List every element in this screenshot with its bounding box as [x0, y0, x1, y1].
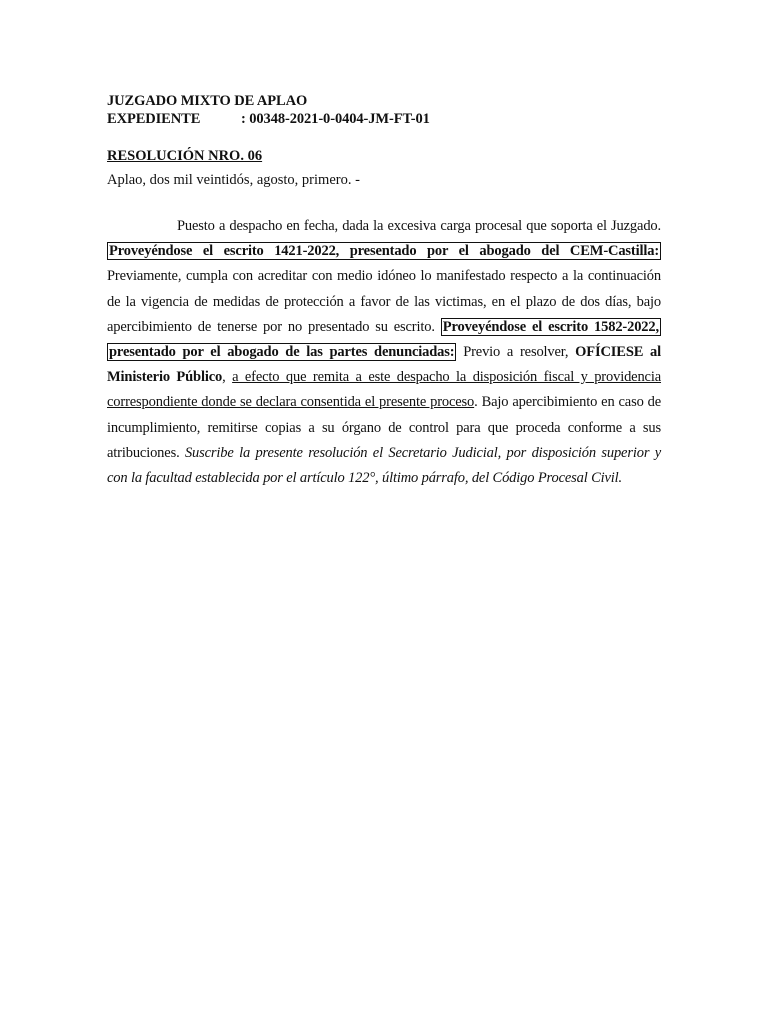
boxed-heading-escrito-1421: Proveyéndose el escrito 1421-2022, presentado por el abogado del CEM-Castilla: [109, 243, 659, 260]
body-text-segment: . Bajo apercibimiento en caso de incumplimiento, remitirse copias a su órgano de control para que proceda conforme a sus atribuciones. [107, 394, 662, 461]
court-name: JUZGADO MIXTO DE APLAO [107, 93, 308, 109]
italic-signature-note: Suscribe la presente resolución el Secretario Judicial, por disposición superior y con la facultad establecida por el artículo 122°, último párrafo, del Código Procesal Civil. [107, 444, 661, 487]
body-text-segment: Previamente, cumpla con acreditar con medio idóneo lo manifestado respecto a la continuación de la vigencia de medidas de protección a favor de las victimas, en el plazo de dos días, bajo apercibimiento de tenerse por no presentado su escrito. [107, 268, 661, 335]
oficiese-instruction: OFÍCIESE al Ministerio Público [107, 344, 662, 386]
resolution-title: RESOLUCIÓN NRO. 06 [107, 148, 263, 164]
expediente-label: EXPEDIENTE [107, 111, 201, 127]
document-page [107, 92, 661, 491]
resolution-body [107, 214, 661, 491]
boxed-heading-escrito-1582: Proveyéndose el escrito 1582-2022, presentado por el abogado de las partes denunciadas: [109, 318, 659, 361]
body-text-segment: Previo a resolver, [456, 344, 576, 361]
resolution-date: Aplao, dos mil veintidós, agosto, primero. - [107, 172, 360, 188]
body-text-segment: , [222, 369, 233, 386]
intro-sentence: Puesto a despacho en fecha, dada la excesiva carga procesal que soporta el Juzgado. [177, 218, 661, 234]
expediente-number: : 00348-2021-0-0404-JM-FT-01 [241, 111, 430, 127]
expediente-line [107, 110, 661, 128]
underlined-requirement: a efecto que remita a este despacho la disposición fiscal y providencia correspondiente donde se declara consentida el presente proceso [107, 369, 662, 411]
